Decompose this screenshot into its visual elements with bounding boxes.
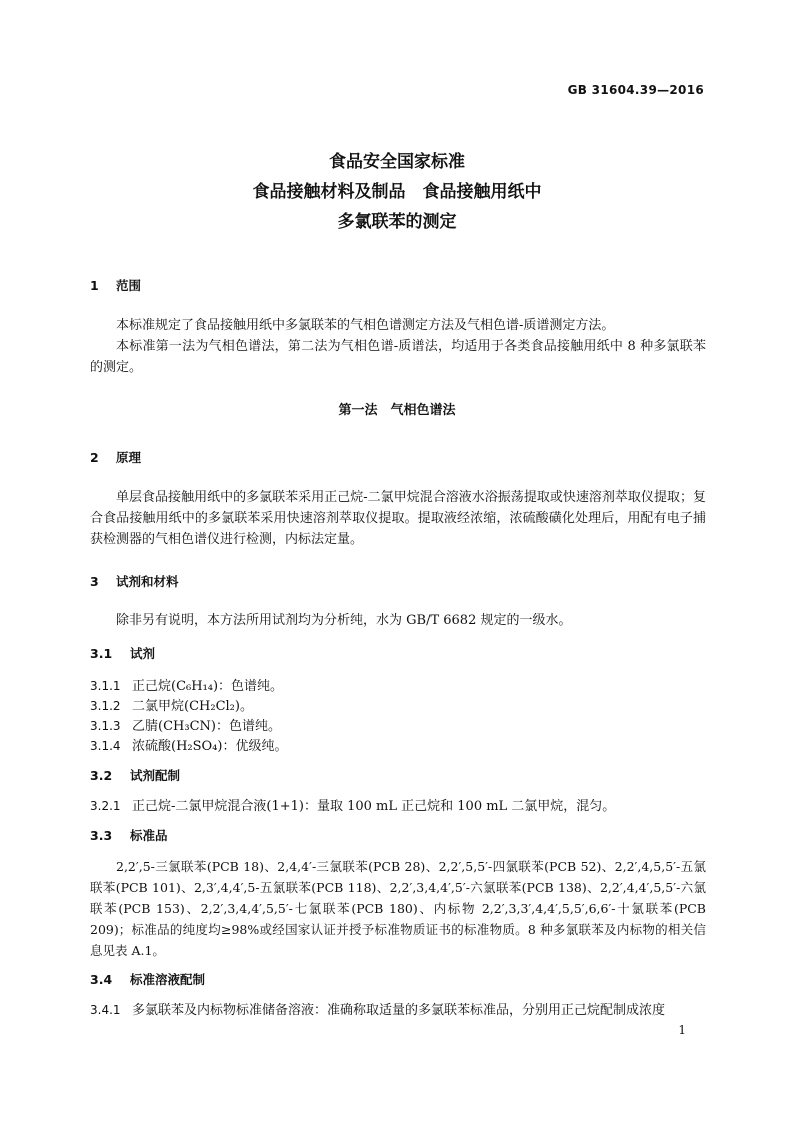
page-number: 1: [678, 1023, 686, 1037]
list-item: [90, 1000, 706, 1021]
item-text: 多氯联苯及内标物标准储备溶液：准确称取适量的多氯联苯标准品，分别用正己烷配制成浓度: [132, 1003, 666, 1018]
subsection-title: 试剂: [130, 646, 156, 661]
item-text: 二氯甲烷(CH₂Cl₂)。: [132, 699, 253, 714]
subsection-title: 标准溶液配制: [130, 972, 206, 987]
subsection-heading: [90, 970, 205, 988]
title-line-2: 食品接触材料及制品 食品接触用纸中: [252, 182, 542, 202]
paragraph: 2,2′,5-三氯联苯(PCB 18)、2,4,4′-三氯联苯(PCB 28)、2,2′,5,5′-四氯联苯(PCB 52)、2,2′,4,5,5′-五氯联苯(PCB 101)、2,3′,4,4′,5-五氯联苯(PCB 118)、2,2′,3,4,4′,5′-六氯联苯(PCB 138)、2,2′,4,4′,5,5′-六氯联苯(PCB 153)、2,2′,3,4,4′,5,5′-七氯联苯(PCB 180)、内标物 2,2′,3,3′,4,4′,5,5′,6,6′-十氯联苯(PCB 209)；标准品的纯度均≥98%或经国家认证并授予标准物质证书的标准物质。8 种多氯联苯及内标物的相关信息见表 A.1。: [90, 859, 706, 958]
item-number: 3.1.4: [90, 739, 121, 753]
section-number: 2: [90, 450, 99, 465]
paragraph: 除非另有说明，本方法所用试剂均为分析纯，水为 GB/T 6682 规定的一级水。: [116, 613, 572, 628]
item-number: 3.1.2: [90, 699, 121, 713]
subsection-number: 3.4: [90, 972, 113, 987]
item-number: 3.4.1: [90, 1003, 121, 1017]
section-title: 范围: [116, 278, 142, 293]
list-item: [90, 736, 706, 757]
section-heading-reagents: [90, 572, 179, 590]
list-item: [90, 796, 706, 817]
paragraph: 本标准规定了食品接触用纸中多氯联苯的气相色谱测定方法及气相色谱-质谱测定方法。: [116, 318, 615, 333]
method-heading: 第一法 气相色谱法: [338, 403, 456, 418]
section-title: 试剂和材料: [116, 574, 179, 589]
item-number: 3.1.1: [90, 679, 121, 693]
item-text: 正己烷-二氯甲烷混合液(1+1)：量取 100 mL 正己烷和 100 mL 二氯甲烷，混匀。: [132, 799, 616, 814]
item-text: 乙腈(CH₃CN)：色谱纯。: [132, 719, 281, 734]
section-number: 1: [90, 278, 99, 293]
section-heading-scope: [90, 276, 141, 294]
item-number: 3.2.1: [90, 799, 121, 813]
paragraph: 本标准第一法为气相色谱法，第二法为气相色谱-质谱法，均适用于各类食品接触用纸中 8 种多氯联苯的测定。: [90, 339, 706, 375]
title-line-1: 食品安全国家标准: [329, 152, 465, 172]
section-title: 原理: [116, 450, 142, 465]
list-item: [90, 696, 706, 717]
subsection-title: 标准品: [130, 828, 168, 843]
item-number: 3.1.3: [90, 719, 121, 733]
subsection-number: 3.2: [90, 768, 113, 783]
subsection-heading: [90, 766, 180, 784]
paragraph: 单层食品接触用纸中的多氯联苯采用正己烷-二氯甲烷混合溶液水浴振荡提取或快速溶剂萃取仪提取；复合食品接触用纸中的多氯联苯采用快速溶剂萃取仪提取。提取液经浓缩，浓硫酸磺化处理后，用配有电子捕获检测器的气相色谱仪进行检测，内标法定量。: [90, 490, 706, 547]
standard-number: GB 31604.39—2016: [567, 83, 704, 97]
subsection-title: 试剂配制: [130, 768, 181, 783]
item-text: 浓硫酸(H₂SO₄)：优级纯。: [132, 739, 288, 754]
subsection-heading: [90, 644, 155, 662]
section-heading-principle: [90, 448, 141, 466]
subsection-heading: [90, 826, 168, 844]
subsection-number: 3.3: [90, 828, 113, 843]
item-text: 正己烷(C₆H₁₄)：色谱纯。: [132, 679, 284, 694]
document-title: [0, 147, 794, 237]
list-item: [90, 716, 706, 737]
subsection-number: 3.1: [90, 646, 113, 661]
list-item: [90, 676, 706, 697]
section-number: 3: [90, 574, 99, 589]
title-line-3: 多氯联苯的测定: [337, 212, 457, 232]
